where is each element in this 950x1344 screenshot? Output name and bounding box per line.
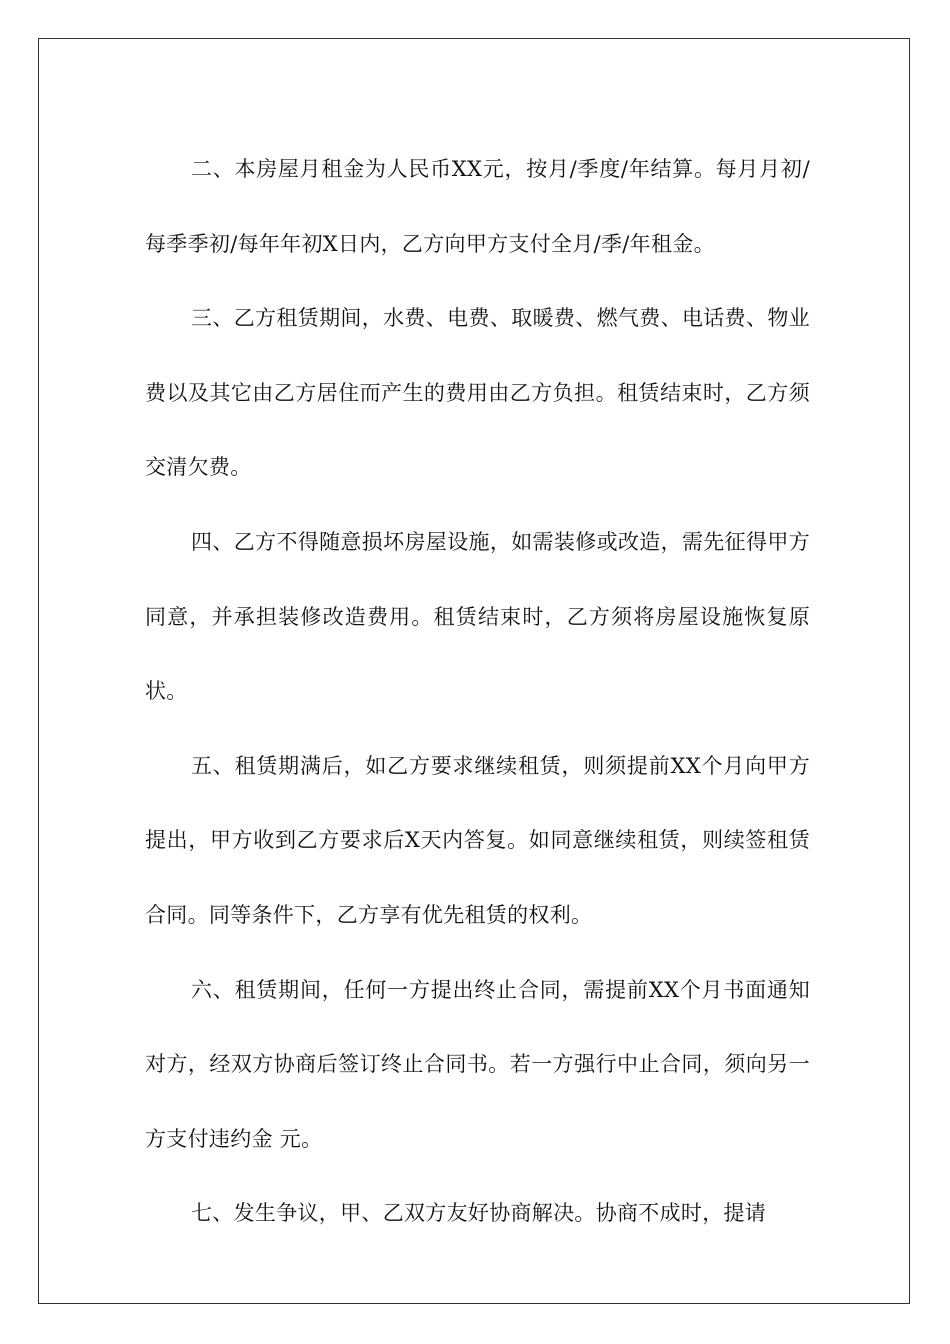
clause-7-dispute-resolution: 七、发生争议，甲、乙双方友好协商解决。协商不成时，提请 — [191, 1201, 767, 1226]
clause-6-early-termination: 六、租赁期间，任何一方提出终止合同，需提前XX个月书面通知对方，经双方协商后签订终止合同书。若一方强行中止合同，须向另一方支付违约金 元。 — [145, 977, 810, 1151]
document-body — [145, 132, 810, 1251]
clause-3-utility-fees: 三、乙方租赁期间，水费、电费、取暖费、燃气费、电话费、物业费以及其它由乙方居住而产生的费用由乙方负担。租赁结束时，乙方须交清欠费。 — [145, 306, 810, 480]
clause-5-lease-renewal: 五、租赁期满后，如乙方要求继续租赁，则须提前XX个月向甲方提出，甲方收到乙方要求后X天内答复。如同意继续租赁，则续签租赁合同。同等条件下，乙方享有优先租赁的权利。 — [145, 753, 810, 927]
clause-4-facility-damage: 四、乙方不得随意损坏房屋设施，如需装修或改造，需先征得甲方同意，并承担装修改造费用。租赁结束时，乙方须将房屋设施恢复原状。 — [145, 529, 810, 704]
clause-2-rent-payment: 二、本房屋月租金为人民币XX元，按月/季度/年结算。每月月初/每季季初/每年年初X日内，乙方向甲方支付全月/季/年租金。 — [145, 157, 810, 256]
